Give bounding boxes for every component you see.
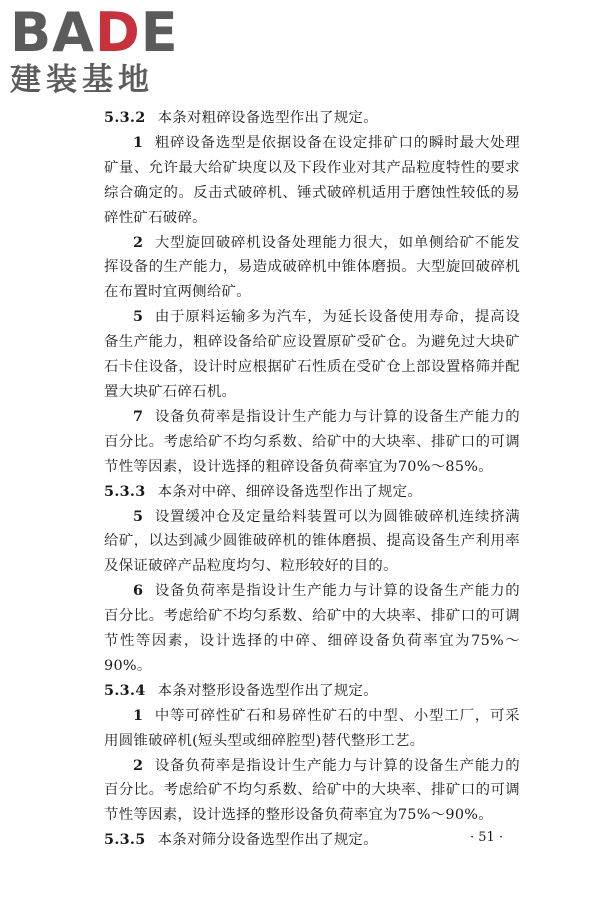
clause-5-3-3-item-5: 5 设置缓冲仓及定量给料装置可以为圆锥破碎机连续挤满给矿，以达到减少圆锥破碎机的锥体磨损、提高设备生产利用率及保证破碎产品粒度均匀、粒形较好的目的。 xyxy=(104,507,520,575)
clause-5-3-2-item-5: 5 由于原料运输多为汽车，为延长设备使用寿命，提高设备生产能力，粗碎设备给矿应设置原矿受矿仓。为避免过大块矿石卡住设备，设计时应根据矿石性质在受矿仓上部设置格筛并配置大块矿石碎石机。 xyxy=(104,308,520,400)
clause-5-3-4-item-2: 2 设备负荷率是指设计生产能力与计算的设备生产能力的百分比。考虑给矿不均匀系数、给矿中的大块率、排矿口的可调节性等因素，设计选择的整形设备负荷率宜为75%～90%。 xyxy=(104,756,520,824)
clause-5-3-3-item-6: 6 设备负荷率是指设计生产能力与计算的设备生产能力的百分比。考虑给矿不均匀系数、给矿中的大块率、排矿口的可调节性等因素，设计选择的中碎、细碎设备负荷率宜为75%～90%。 xyxy=(104,582,520,674)
clause-5-3-2-item-2: 2 大型旋回破碎机设备处理能力很大，如单侧给矿不能发挥设备的生产能力，易造成破碎机中锥体磨损。大型旋回破碎机在布置时宜两侧给矿。 xyxy=(104,233,520,301)
clause-5-3-5: 5.3.5 本条对筛分设备选型作出了规定。 xyxy=(104,831,378,849)
logo-wordmark: BADE xyxy=(10,1,179,64)
clause-5-3-3: 5.3.3 本条对中碎、细碎设备选型作出了规定。 xyxy=(104,482,422,500)
bade-logo xyxy=(10,1,190,98)
logo-subtitle: 建装基地 xyxy=(10,62,154,98)
clause-5-3-4: 5.3.4 本条对整形设备选型作出了规定。 xyxy=(104,681,378,699)
clause-5-3-4-item-1: 1 中等可碎性矿石和易碎性矿石的中型、小型工厂，可采用圆锥破碎机(短头型或细碎腔型)替代整形工艺。 xyxy=(104,706,520,749)
document-body xyxy=(104,106,520,853)
clause-5-3-2-item-1: 1 粗碎设备选型是依据设备在设定排矿口的瞬时最大处理矿量、允许最大给矿块度以及下段作业对其产品粒度特性的要求综合确定的。反击式破碎机、锤式破碎机适用于磨蚀性较低的易碎性矿石破碎。 xyxy=(104,133,520,226)
clause-5-3-2: 5.3.2 本条对粗碎设备选型作出了规定。 xyxy=(104,109,378,126)
page-number: · 51 · xyxy=(470,830,504,845)
clause-5-3-2-item-7: 7 设备负荷率是指设计生产能力与计算的设备生产能力的百分比。考虑给矿不均匀系数、给矿中的大块率、排矿口的可调节性等因素，设计选择的粗碎设备负荷率宜为70%～85%。 xyxy=(104,407,520,475)
